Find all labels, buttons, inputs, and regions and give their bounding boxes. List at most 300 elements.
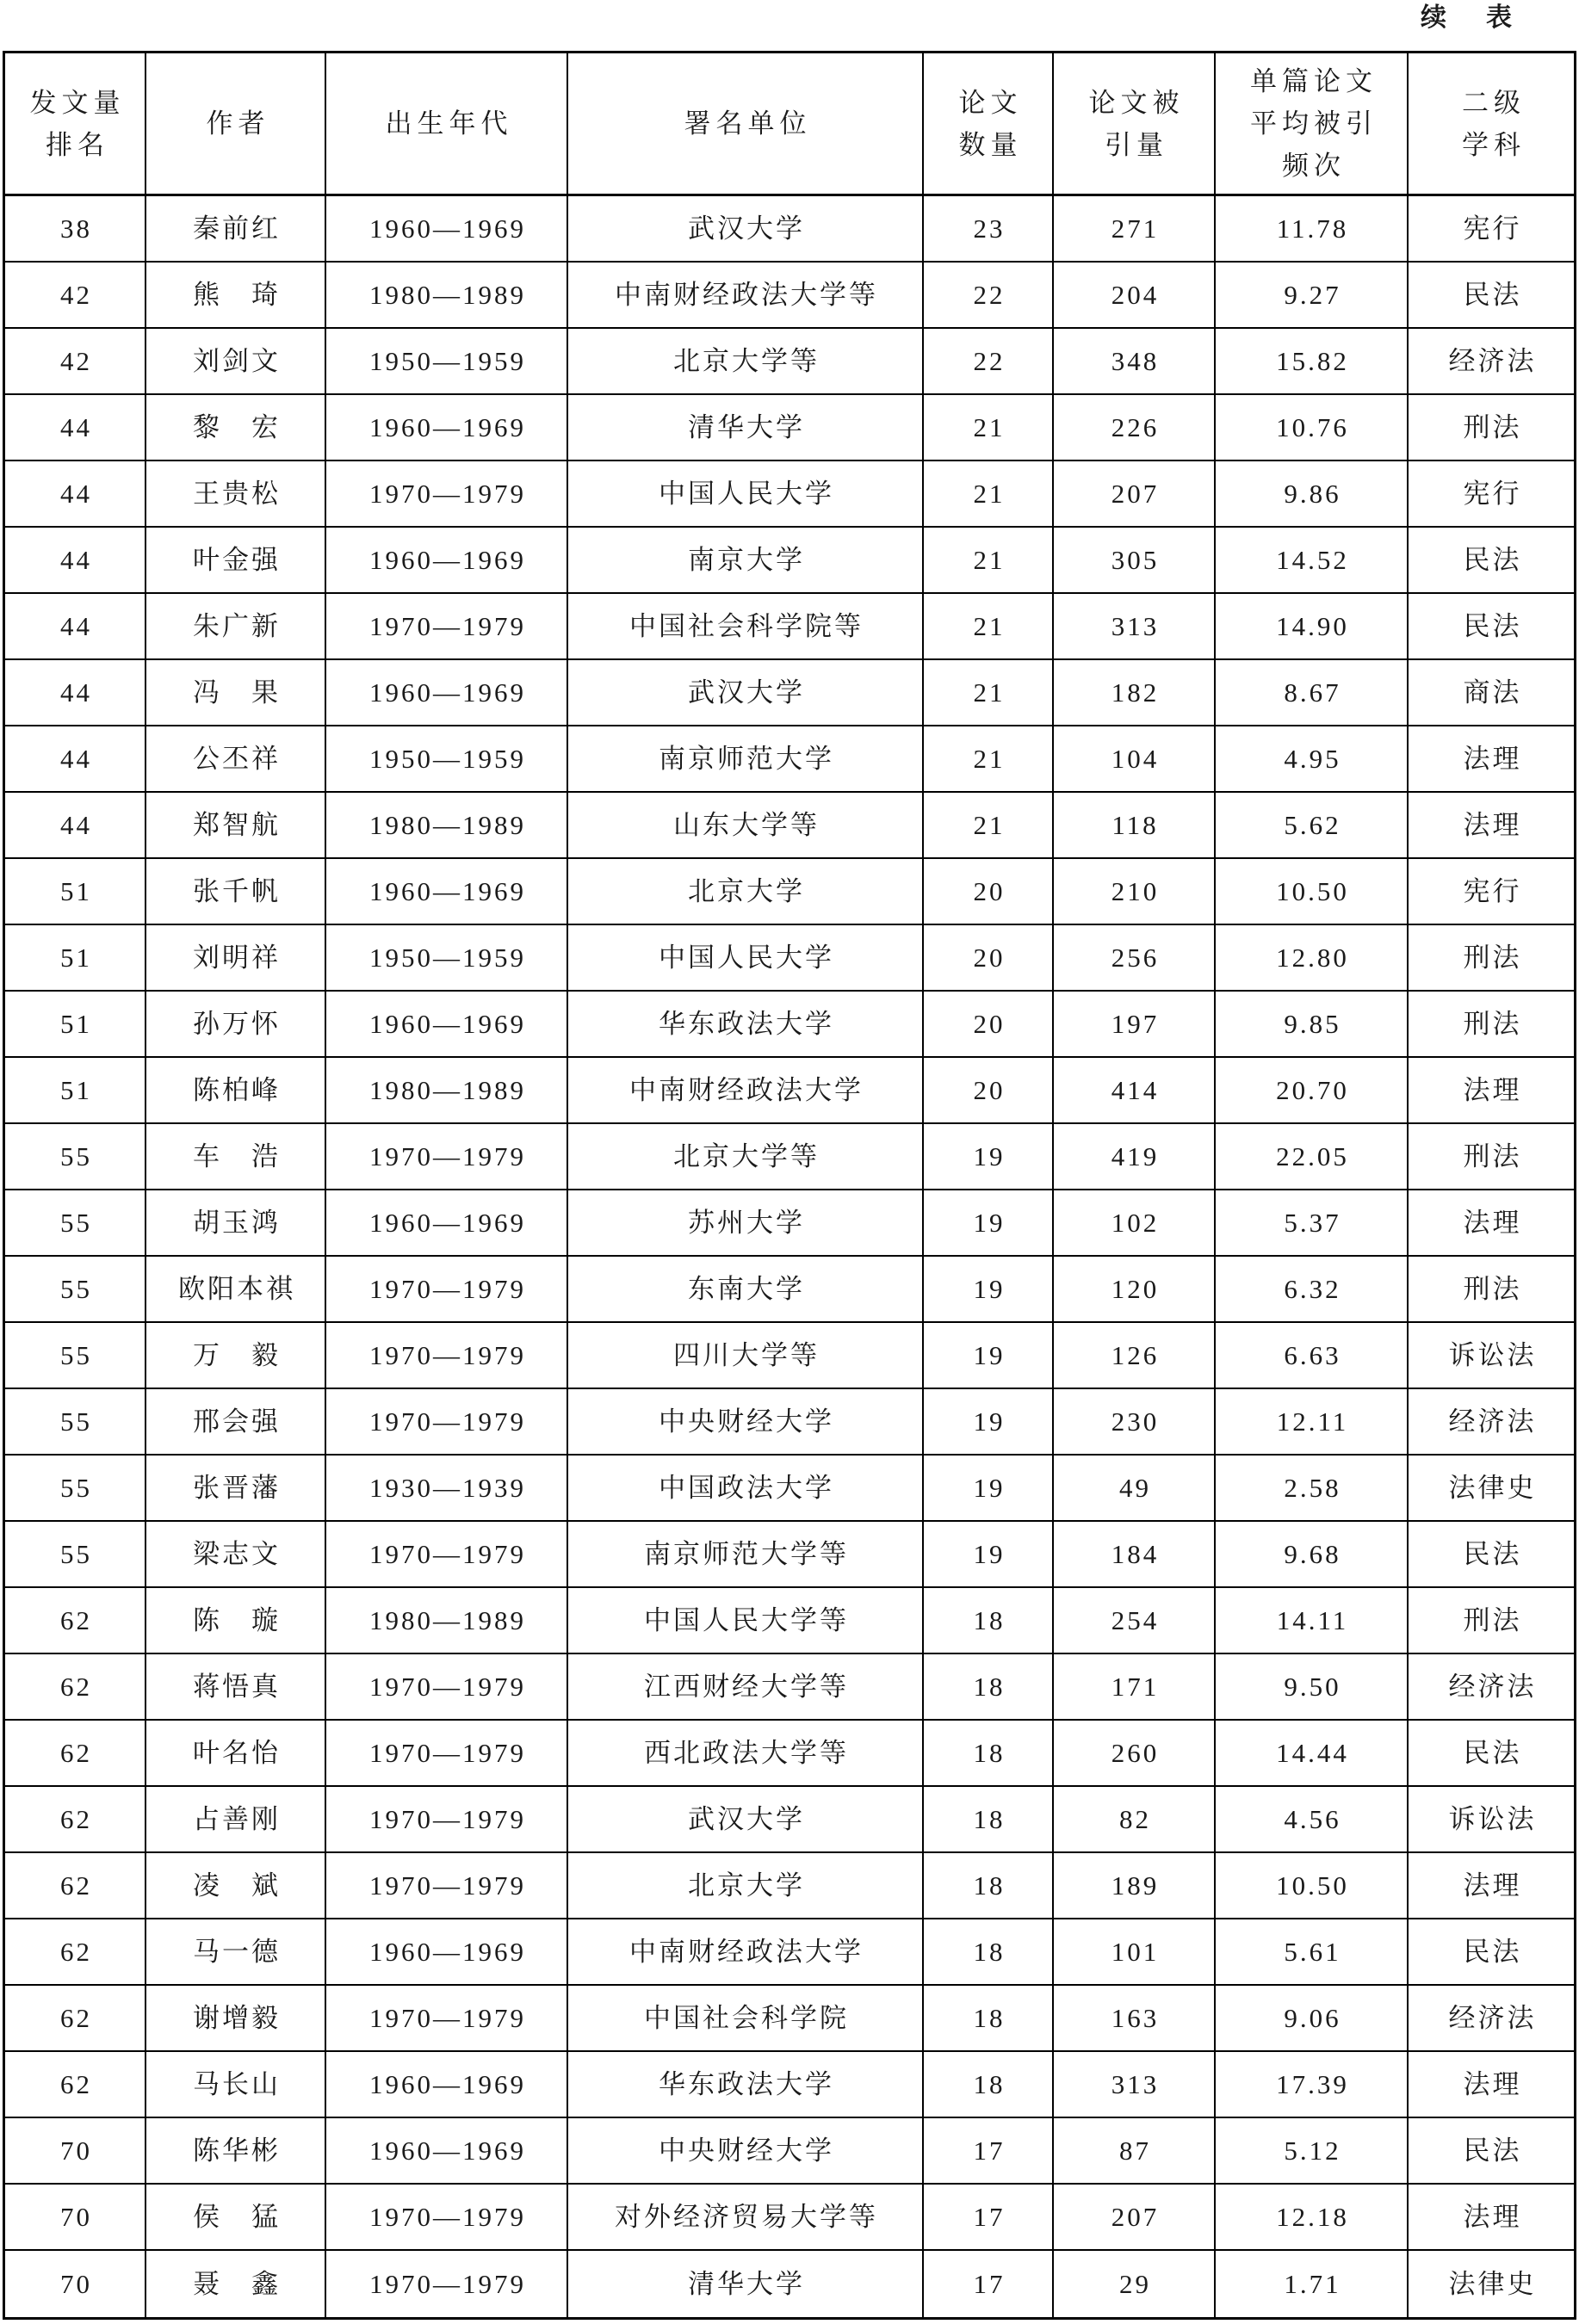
header-label-line: 署名单位 xyxy=(684,108,812,139)
cell-rank: 42 xyxy=(5,263,146,327)
cell-citation-count: 204 xyxy=(1054,263,1216,327)
cell-author: 占善刚 xyxy=(146,1787,326,1851)
header-cell-paper-count xyxy=(924,53,1054,194)
cell-affiliation: 北京大学等 xyxy=(568,329,924,393)
cell-affiliation: 中南财经政法大学 xyxy=(568,1919,924,1984)
cell-author: 冯 果 xyxy=(146,660,326,725)
cell-author: 陈柏峰 xyxy=(146,1058,326,1122)
cell-avg-citations: 5.62 xyxy=(1216,793,1409,857)
cell-citation-count: 163 xyxy=(1054,1986,1216,2050)
cell-discipline: 法理 xyxy=(1463,743,1522,774)
cell-rank: 55 xyxy=(5,1323,146,1388)
header-label-line: 学科 xyxy=(1462,129,1526,160)
cell-discipline: 宪行 xyxy=(1463,875,1522,906)
cell-discipline: 经济法 xyxy=(1448,1406,1537,1437)
cell-avg-citations: 1.71 xyxy=(1216,2251,1409,2317)
cell-discipline: 刑法 xyxy=(1463,1140,1522,1171)
header-cell-citation-count xyxy=(1054,53,1216,194)
cell-discipline: 法理 xyxy=(1463,1074,1522,1105)
cell-avg-citations: 10.76 xyxy=(1216,395,1409,460)
cell-paper-count: 18 xyxy=(924,1654,1054,1719)
table-row xyxy=(5,660,1574,726)
cell-discipline: 商法 xyxy=(1463,677,1522,708)
cell-author: 马一德 xyxy=(146,1919,326,1984)
cell-affiliation: 华东政法大学 xyxy=(568,2052,924,2117)
cell-citation-count: 271 xyxy=(1054,196,1216,261)
cell-rank: 44 xyxy=(5,594,146,658)
cell-avg-citations: 4.56 xyxy=(1216,1787,1409,1851)
header-label-line: 论文 xyxy=(958,87,1023,118)
cell-avg-citations: 22.05 xyxy=(1216,1124,1409,1189)
cell-rank: 62 xyxy=(5,1919,146,1984)
header-label-line: 单篇论文 xyxy=(1250,66,1378,96)
cell-birth-decade: 1970—1979 xyxy=(326,1389,568,1454)
cell-birth-decade: 1950—1959 xyxy=(326,925,568,990)
table-row xyxy=(5,1787,1574,1853)
cell-birth-decade: 1960—1969 xyxy=(326,395,568,460)
header-label-line: 数量 xyxy=(958,129,1023,160)
cell-author: 蒋悟真 xyxy=(146,1654,326,1719)
cell-rank: 51 xyxy=(5,925,146,990)
cell-citation-count: 82 xyxy=(1054,1787,1216,1851)
table-row xyxy=(5,2052,1574,2118)
cell-discipline: 法理 xyxy=(1463,1870,1522,1901)
table-row xyxy=(5,1588,1574,1654)
cell-affiliation: 武汉大学 xyxy=(568,1787,924,1851)
cell-author: 梁志文 xyxy=(146,1522,326,1586)
cell-author: 刘明祥 xyxy=(146,925,326,990)
cell-avg-citations: 5.12 xyxy=(1216,2118,1409,2183)
table-row xyxy=(5,461,1574,528)
cell-citation-count: 189 xyxy=(1054,1853,1216,1918)
cell-affiliation: 苏州大学 xyxy=(568,1190,924,1255)
cell-paper-count: 17 xyxy=(924,2118,1054,2183)
cell-discipline: 刑法 xyxy=(1463,1273,1522,1304)
cell-avg-citations: 9.27 xyxy=(1216,263,1409,327)
cell-avg-citations: 10.50 xyxy=(1216,1853,1409,1918)
table-row xyxy=(5,992,1574,1058)
table-row xyxy=(5,594,1574,660)
cell-citation-count: 207 xyxy=(1054,2185,1216,2249)
cell-rank: 70 xyxy=(5,2251,146,2317)
table-row xyxy=(5,2251,1574,2317)
cell-avg-citations: 6.32 xyxy=(1216,1257,1409,1321)
cell-avg-citations: 8.67 xyxy=(1216,660,1409,725)
cell-citation-count: 226 xyxy=(1054,395,1216,460)
cell-author: 陈 璇 xyxy=(146,1588,326,1653)
header-label-line: 发文量 xyxy=(29,87,126,118)
cell-affiliation: 中国政法大学 xyxy=(568,1456,924,1520)
cell-paper-count: 21 xyxy=(924,395,1054,460)
cell-birth-decade: 1960—1969 xyxy=(326,1919,568,1984)
cell-discipline: 法理 xyxy=(1463,2201,1522,2232)
cell-discipline: 诉讼法 xyxy=(1448,1339,1537,1370)
cell-paper-count: 21 xyxy=(924,461,1054,526)
cell-citation-count: 29 xyxy=(1054,2251,1216,2317)
cell-avg-citations: 14.52 xyxy=(1216,528,1409,592)
cell-citation-count: 313 xyxy=(1054,594,1216,658)
cell-author: 张千帆 xyxy=(146,859,326,924)
cell-paper-count: 20 xyxy=(924,1058,1054,1122)
cell-author: 车 浩 xyxy=(146,1124,326,1189)
cell-paper-count: 19 xyxy=(924,1190,1054,1255)
cell-author: 邢会强 xyxy=(146,1389,326,1454)
cell-paper-count: 18 xyxy=(924,2052,1054,2117)
cell-rank: 51 xyxy=(5,859,146,924)
cell-avg-citations: 9.68 xyxy=(1216,1522,1409,1586)
cell-rank: 62 xyxy=(5,1787,146,1851)
header-cell-birth-decade xyxy=(326,53,568,194)
cell-affiliation: 山东大学等 xyxy=(568,793,924,857)
cell-birth-decade: 1980—1989 xyxy=(326,793,568,857)
cell-author: 侯 猛 xyxy=(146,2185,326,2249)
cell-rank: 42 xyxy=(5,329,146,393)
cell-citation-count: 305 xyxy=(1054,528,1216,592)
cell-author: 谢增毅 xyxy=(146,1986,326,2050)
cell-citation-count: 104 xyxy=(1054,726,1216,791)
cell-citation-count: 118 xyxy=(1054,793,1216,857)
cell-affiliation: 中国人民大学等 xyxy=(568,1588,924,1653)
cell-citation-count: 313 xyxy=(1054,2052,1216,2117)
table-row xyxy=(5,1986,1574,2052)
cell-avg-citations: 14.11 xyxy=(1216,1588,1409,1653)
cell-discipline: 经济法 xyxy=(1448,1671,1537,1702)
cell-citation-count: 87 xyxy=(1054,2118,1216,2183)
cell-birth-decade: 1930—1939 xyxy=(326,1456,568,1520)
cell-discipline: 法理 xyxy=(1463,2068,1522,2099)
table-row xyxy=(5,528,1574,594)
cell-birth-decade: 1960—1969 xyxy=(326,2052,568,2117)
cell-rank: 55 xyxy=(5,1389,146,1454)
cell-discipline: 法理 xyxy=(1463,809,1522,840)
header-cell-discipline xyxy=(1409,53,1574,194)
cell-affiliation: 南京师范大学等 xyxy=(568,1522,924,1586)
cell-author: 叶金强 xyxy=(146,528,326,592)
cell-birth-decade: 1980—1989 xyxy=(326,1588,568,1653)
cell-rank: 62 xyxy=(5,1654,146,1719)
cell-author: 陈华彬 xyxy=(146,2118,326,2183)
cell-paper-count: 18 xyxy=(924,1853,1054,1918)
cell-citation-count: 210 xyxy=(1054,859,1216,924)
cell-paper-count: 18 xyxy=(924,1919,1054,1984)
cell-birth-decade: 1960—1969 xyxy=(326,528,568,592)
cell-affiliation: 东南大学 xyxy=(568,1257,924,1321)
cell-citation-count: 126 xyxy=(1054,1323,1216,1388)
cell-avg-citations: 9.06 xyxy=(1216,1986,1409,2050)
cell-birth-decade: 1960—1969 xyxy=(326,196,568,261)
header-label-line: 排名 xyxy=(46,129,109,160)
cell-paper-count: 21 xyxy=(924,528,1054,592)
cell-author: 马长山 xyxy=(146,2052,326,2117)
cell-paper-count: 21 xyxy=(924,594,1054,658)
cell-avg-citations: 12.18 xyxy=(1216,2185,1409,2249)
cell-paper-count: 22 xyxy=(924,263,1054,327)
table-row xyxy=(5,1257,1574,1323)
cell-paper-count: 19 xyxy=(924,1257,1054,1321)
cell-rank: 44 xyxy=(5,660,146,725)
cell-author: 熊 琦 xyxy=(146,263,326,327)
cell-citation-count: 101 xyxy=(1054,1919,1216,1984)
cell-discipline: 民法 xyxy=(1463,1538,1522,1569)
cell-rank: 62 xyxy=(5,1588,146,1653)
cell-avg-citations: 12.80 xyxy=(1216,925,1409,990)
cell-paper-count: 20 xyxy=(924,925,1054,990)
cell-citation-count: 171 xyxy=(1054,1654,1216,1719)
cell-avg-citations: 5.37 xyxy=(1216,1190,1409,1255)
cell-birth-decade: 1950—1959 xyxy=(326,726,568,791)
cell-affiliation: 中国社会科学院 xyxy=(568,1986,924,2050)
table-row xyxy=(5,1124,1574,1190)
cell-paper-count: 18 xyxy=(924,1721,1054,1785)
cell-rank: 55 xyxy=(5,1124,146,1189)
cell-rank: 44 xyxy=(5,793,146,857)
cell-discipline: 法律史 xyxy=(1448,2268,1537,2299)
cell-rank: 51 xyxy=(5,992,146,1056)
cell-rank: 70 xyxy=(5,2185,146,2249)
cell-birth-decade: 1970—1979 xyxy=(326,1853,568,1918)
cell-citation-count: 184 xyxy=(1054,1522,1216,1586)
cell-birth-decade: 1980—1989 xyxy=(326,263,568,327)
cell-avg-citations: 10.50 xyxy=(1216,859,1409,924)
cell-avg-citations: 6.63 xyxy=(1216,1323,1409,1388)
header-label-line: 作者 xyxy=(206,108,270,139)
table-row xyxy=(5,2118,1574,2185)
cell-citation-count: 419 xyxy=(1054,1124,1216,1189)
table-row xyxy=(5,793,1574,859)
header-label-line: 出生年代 xyxy=(385,108,513,139)
cell-author: 秦前红 xyxy=(146,196,326,261)
cell-paper-count: 19 xyxy=(924,1456,1054,1520)
cell-discipline: 民法 xyxy=(1463,1737,1522,1768)
table-row xyxy=(5,925,1574,992)
data-table xyxy=(3,51,1576,2320)
cell-citation-count: 414 xyxy=(1054,1058,1216,1122)
cell-avg-citations: 17.39 xyxy=(1216,2052,1409,2117)
cell-affiliation: 中央财经大学 xyxy=(568,2118,924,2183)
table-row xyxy=(5,1654,1574,1721)
cell-birth-decade: 1970—1979 xyxy=(326,2185,568,2249)
cell-birth-decade: 1960—1969 xyxy=(326,660,568,725)
cell-affiliation: 中国人民大学 xyxy=(568,461,924,526)
cell-affiliation: 清华大学 xyxy=(568,2251,924,2317)
cell-paper-count: 18 xyxy=(924,1588,1054,1653)
cell-affiliation: 南京师范大学 xyxy=(568,726,924,791)
header-cell-author xyxy=(146,53,326,194)
cell-avg-citations: 12.11 xyxy=(1216,1389,1409,1454)
cell-discipline: 民法 xyxy=(1463,544,1522,575)
cell-birth-decade: 1970—1979 xyxy=(326,1124,568,1189)
cell-paper-count: 17 xyxy=(924,2185,1054,2249)
cell-affiliation: 武汉大学 xyxy=(568,660,924,725)
cell-paper-count: 23 xyxy=(924,196,1054,261)
cell-birth-decade: 1960—1969 xyxy=(326,992,568,1056)
cell-birth-decade: 1950—1959 xyxy=(326,329,568,393)
header-label-line: 引量 xyxy=(1105,129,1168,160)
cell-affiliation: 清华大学 xyxy=(568,395,924,460)
cell-affiliation: 西北政法大学等 xyxy=(568,1721,924,1785)
header-cell-rank xyxy=(5,53,146,194)
cell-rank: 55 xyxy=(5,1190,146,1255)
cell-affiliation: 华东政法大学 xyxy=(568,992,924,1056)
cell-citation-count: 182 xyxy=(1054,660,1216,725)
cell-avg-citations: 20.70 xyxy=(1216,1058,1409,1122)
cell-affiliation: 中南财经政法大学 xyxy=(568,1058,924,1122)
cell-author: 万 毅 xyxy=(146,1323,326,1388)
cell-rank: 38 xyxy=(5,196,146,261)
table-row xyxy=(5,1389,1574,1456)
cell-birth-decade: 1970—1979 xyxy=(326,2251,568,2317)
cell-discipline: 民法 xyxy=(1463,2135,1522,2166)
cell-citation-count: 260 xyxy=(1054,1721,1216,1785)
cell-discipline: 经济法 xyxy=(1448,345,1537,376)
cell-avg-citations: 5.61 xyxy=(1216,1919,1409,1984)
cell-author: 凌 斌 xyxy=(146,1853,326,1918)
cell-paper-count: 21 xyxy=(924,726,1054,791)
cell-birth-decade: 1970—1979 xyxy=(326,1721,568,1785)
cell-author: 叶名怡 xyxy=(146,1721,326,1785)
cell-affiliation: 中国人民大学 xyxy=(568,925,924,990)
cell-rank: 55 xyxy=(5,1257,146,1321)
cell-author: 张晋藩 xyxy=(146,1456,326,1520)
cell-discipline: 宪行 xyxy=(1463,478,1522,509)
cell-discipline: 刑法 xyxy=(1463,1008,1522,1039)
cell-rank: 62 xyxy=(5,2052,146,2117)
cell-birth-decade: 1960—1969 xyxy=(326,2118,568,2183)
cell-affiliation: 南京大学 xyxy=(568,528,924,592)
cell-author: 欧阳本祺 xyxy=(146,1257,326,1321)
header-label-line: 频次 xyxy=(1282,151,1346,181)
cell-discipline: 诉讼法 xyxy=(1448,1803,1537,1834)
cell-citation-count: 348 xyxy=(1054,329,1216,393)
cell-birth-decade: 1970—1979 xyxy=(326,1323,568,1388)
cell-citation-count: 256 xyxy=(1054,925,1216,990)
table-row xyxy=(5,1058,1574,1124)
cell-rank: 51 xyxy=(5,1058,146,1122)
cell-paper-count: 18 xyxy=(924,1787,1054,1851)
cell-rank: 62 xyxy=(5,1986,146,2050)
cell-birth-decade: 1970—1979 xyxy=(326,594,568,658)
cell-discipline: 刑法 xyxy=(1463,411,1522,442)
cell-avg-citations: 15.82 xyxy=(1216,329,1409,393)
cell-discipline: 民法 xyxy=(1463,279,1522,310)
table-row xyxy=(5,395,1574,461)
cell-paper-count: 21 xyxy=(924,660,1054,725)
cell-author: 胡玉鸿 xyxy=(146,1190,326,1255)
cell-author: 朱广新 xyxy=(146,594,326,658)
table-row xyxy=(5,1919,1574,1986)
cell-rank: 55 xyxy=(5,1522,146,1586)
cell-avg-citations: 2.58 xyxy=(1216,1456,1409,1520)
cell-citation-count: 197 xyxy=(1054,992,1216,1056)
table-row xyxy=(5,1323,1574,1389)
cell-avg-citations: 9.50 xyxy=(1216,1654,1409,1719)
cell-avg-citations: 9.86 xyxy=(1216,461,1409,526)
cell-rank: 62 xyxy=(5,1721,146,1785)
cell-author: 刘剑文 xyxy=(146,329,326,393)
cell-affiliation: 北京大学 xyxy=(568,1853,924,1918)
cell-rank: 62 xyxy=(5,1853,146,1918)
table-body xyxy=(5,196,1574,2317)
cell-affiliation: 武汉大学 xyxy=(568,196,924,261)
cell-avg-citations: 14.90 xyxy=(1216,594,1409,658)
cell-paper-count: 17 xyxy=(924,2251,1054,2317)
cell-discipline: 宪行 xyxy=(1463,213,1522,244)
cell-avg-citations: 9.85 xyxy=(1216,992,1409,1056)
cell-discipline: 民法 xyxy=(1463,1936,1522,1967)
cell-discipline: 刑法 xyxy=(1463,1604,1522,1635)
cell-rank: 44 xyxy=(5,395,146,460)
cell-paper-count: 19 xyxy=(924,1522,1054,1586)
cell-affiliation: 中央财经大学 xyxy=(568,1389,924,1454)
cell-paper-count: 21 xyxy=(924,793,1054,857)
cell-discipline: 刑法 xyxy=(1463,942,1522,973)
cell-rank: 55 xyxy=(5,1456,146,1520)
cell-discipline: 法律史 xyxy=(1448,1472,1537,1503)
cell-birth-decade: 1970—1979 xyxy=(326,1986,568,2050)
cell-author: 孙万怀 xyxy=(146,992,326,1056)
cell-avg-citations: 4.95 xyxy=(1216,726,1409,791)
header-label-line: 平均被引 xyxy=(1250,108,1378,139)
table-row xyxy=(5,726,1574,793)
cell-birth-decade: 1970—1979 xyxy=(326,461,568,526)
table-row xyxy=(5,329,1574,395)
cell-paper-count: 19 xyxy=(924,1124,1054,1189)
cell-rank: 44 xyxy=(5,726,146,791)
cell-citation-count: 120 xyxy=(1054,1257,1216,1321)
cell-birth-decade: 1960—1969 xyxy=(326,1190,568,1255)
cell-birth-decade: 1980—1989 xyxy=(326,1058,568,1122)
cell-affiliation: 北京大学等 xyxy=(568,1124,924,1189)
cell-affiliation: 对外经济贸易大学等 xyxy=(568,2185,924,2249)
cell-rank: 44 xyxy=(5,461,146,526)
cell-paper-count: 20 xyxy=(924,992,1054,1056)
table-row xyxy=(5,1721,1574,1787)
cell-discipline: 民法 xyxy=(1463,610,1522,641)
cell-citation-count: 102 xyxy=(1054,1190,1216,1255)
cell-citation-count: 254 xyxy=(1054,1588,1216,1653)
cell-discipline: 法理 xyxy=(1463,1207,1522,1238)
table-row xyxy=(5,263,1574,329)
cell-paper-count: 20 xyxy=(924,859,1054,924)
cell-discipline: 经济法 xyxy=(1448,2002,1537,2033)
cell-avg-citations: 14.44 xyxy=(1216,1721,1409,1785)
table-row xyxy=(5,1190,1574,1257)
cell-author: 公丕祥 xyxy=(146,726,326,791)
header-label-line: 二级 xyxy=(1462,87,1526,118)
header-label-line: 论文被 xyxy=(1088,87,1185,118)
cell-author: 王贵松 xyxy=(146,461,326,526)
table-row xyxy=(5,859,1574,925)
cell-author: 黎 宏 xyxy=(146,395,326,460)
table-row xyxy=(5,1853,1574,1919)
cell-paper-count: 19 xyxy=(924,1323,1054,1388)
cell-birth-decade: 1960—1969 xyxy=(326,859,568,924)
continuation-label: 续 表 xyxy=(1421,3,1519,32)
table-row xyxy=(5,196,1574,263)
table-row xyxy=(5,2185,1574,2251)
cell-rank: 44 xyxy=(5,528,146,592)
cell-birth-decade: 1970—1979 xyxy=(326,1787,568,1851)
cell-birth-decade: 1970—1979 xyxy=(326,1654,568,1719)
cell-birth-decade: 1970—1979 xyxy=(326,1257,568,1321)
cell-affiliation: 中国社会科学院等 xyxy=(568,594,924,658)
cell-rank: 70 xyxy=(5,2118,146,2183)
header-cell-avg-citations xyxy=(1216,53,1409,194)
cell-affiliation: 中南财经政法大学等 xyxy=(568,263,924,327)
cell-paper-count: 18 xyxy=(924,1986,1054,2050)
table-header-row xyxy=(5,53,1574,196)
cell-paper-count: 22 xyxy=(924,329,1054,393)
